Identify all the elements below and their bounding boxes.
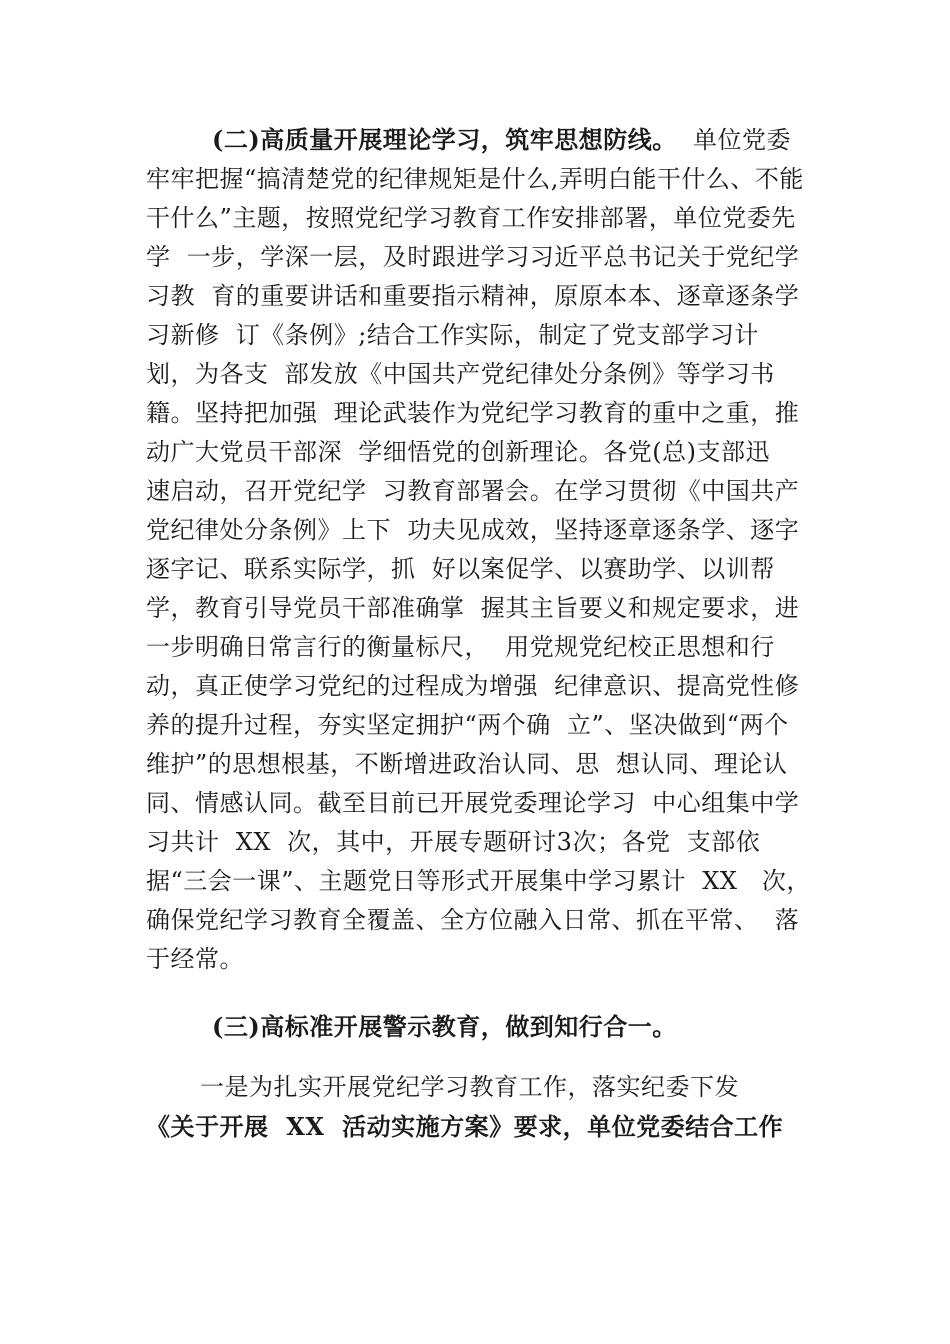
section-2-heading: (二)高质量开展理论学习，筑牢思想防线。 bbox=[212, 125, 677, 154]
body-line: 籍。坚持把加强 理论武装作为党纪学习教育的重中之重，推 bbox=[146, 399, 800, 427]
body-line: 同、情感认同。截至目前已开展党委理论学习 中心组集中学 bbox=[146, 789, 800, 817]
body-line: 养的提升过程，夯实坚定拥护“两个确 立”、坚决做到“两个 bbox=[146, 711, 789, 739]
body-line: 一步明确日常言行的衡量标尺， 用党规党纪校正思想和行 bbox=[146, 633, 775, 661]
body-line: 干什么”主题，按照党纪学习教育工作安排部署，单位党委先 bbox=[146, 204, 796, 232]
body-line: 逐字记、联系实际学，抓 好以案促学、以赛助学、以训帮 bbox=[146, 555, 775, 583]
body-line: 确保党纪学习教育全覆盖、全方位融入日常、抓在平常、 落 bbox=[146, 906, 800, 934]
body-line: 学 一步，学深一层，及时跟进学习习近平总书记关于党纪学 bbox=[146, 243, 800, 271]
body-line: 维护”的思想根基，不断增进政治认同、思 想认同、理论认 bbox=[146, 750, 788, 778]
body-line: 于经常。 bbox=[146, 945, 244, 973]
body-line: 牢牢把握“搞清楚党的纪律规矩是什么,弄明白能干什么、不能 bbox=[146, 165, 804, 193]
body-line: 党纪律处分条例》上下 功夫见成效，坚持逐章逐条学、逐字 bbox=[146, 516, 800, 544]
body-line: 速启动，召开党纪学 习教育部署会。在学习贯彻《中国共产 bbox=[146, 477, 800, 505]
body-line: 习共计 XX 次，其中，开展专题研讨3次；各党 支部依 bbox=[146, 828, 761, 856]
section-3-heading: (三)高标准开展警示教育，做到知行合一。 bbox=[212, 1012, 677, 1041]
section-3-paragraph-line: 一是为扎实开展党纪学习教育工作，落实纪委下发 bbox=[200, 1073, 739, 1101]
body-line: 学，教育引导党员干部准确掌 握其主旨要义和规定要求，进 bbox=[146, 594, 800, 622]
section-2-heading-line bbox=[212, 123, 791, 157]
body-line: 动广大党员干部深 学细悟党的创新理论。各党(总)支部迅 bbox=[146, 438, 770, 466]
body-line: 习新修 订《条例》;结合工作实际，制定了党支部学习计 bbox=[146, 321, 759, 349]
body-line: 据“三会一课”、主题党日等形式开展集中学习累计 XX 次， bbox=[146, 867, 811, 895]
body-line: 习教 育的重要讲话和重要指示精神，原原本本、逐章逐条学 bbox=[146, 282, 800, 310]
body-line: 动，真正使学习党纪的过程成为增强 纪律意识、提高党性修 bbox=[146, 672, 800, 700]
section-2-heading-tail: 单位党委 bbox=[692, 126, 791, 154]
section-3-paragraph-line: 《关于开展 XX 活动实施方案》要求，单位党委结合工作 bbox=[146, 1112, 784, 1141]
body-line: 划，为各支 部发放《中国共产党纪律处分条例》等学习书 bbox=[146, 360, 775, 388]
